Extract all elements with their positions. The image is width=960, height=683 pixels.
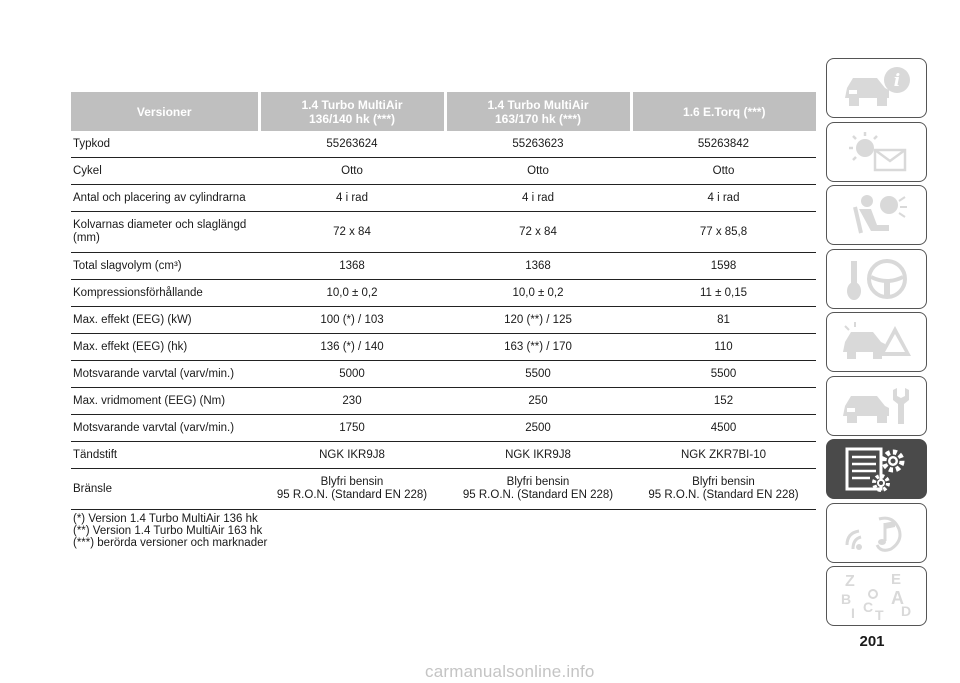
row-value <box>445 307 631 334</box>
row-value <box>631 158 816 185</box>
footnote: (*) Version 1.4 Turbo MultiAir 136 hk <box>73 513 258 525</box>
table-row <box>71 131 816 158</box>
row-label <box>71 185 259 212</box>
row-label <box>71 158 259 185</box>
cell-line: 1368 <box>525 259 551 272</box>
table-row <box>71 469 816 510</box>
index-letter: A <box>890 588 904 608</box>
table-row <box>71 307 816 334</box>
cell-line: Total slagvolym (cm³) <box>73 259 182 272</box>
row-value <box>259 280 445 307</box>
tab-multimedia[interactable] <box>826 503 927 563</box>
row-value <box>631 307 816 334</box>
row-value <box>445 185 631 212</box>
cell-line: 5500 <box>525 367 551 380</box>
tab-emergency[interactable] <box>826 312 927 372</box>
key-steering-wheel-icon <box>837 255 917 303</box>
cell-line: Blyfri bensin <box>320 476 384 488</box>
cell-line: 4 i rad <box>522 191 554 204</box>
footnote: (**) Version 1.4 Turbo MultiAir 163 hk <box>73 525 263 537</box>
engine-specs-table <box>71 92 816 510</box>
footnotes <box>73 513 267 549</box>
row-label <box>71 280 259 307</box>
cell-line: 95 R.O.N. (Standard EN 228) <box>276 489 428 501</box>
cell-line: 1598 <box>710 259 737 272</box>
cell-line: 136/140 hk (***) <box>308 111 396 126</box>
cell-line: Tändstift <box>73 448 118 461</box>
cell-line: NGK IKR9J8 <box>505 448 571 461</box>
tab-safety[interactable] <box>826 185 927 245</box>
cell-line: (mm) <box>73 232 100 244</box>
row-value <box>631 361 816 388</box>
row-value <box>259 307 445 334</box>
page-number: 201 <box>859 633 885 650</box>
row-label <box>71 388 259 415</box>
tab-technical-data[interactable] <box>826 439 927 499</box>
row-value <box>445 361 631 388</box>
car-wrench-icon <box>837 382 917 430</box>
car-info-icon <box>837 64 917 112</box>
cell-line: Motsvarande varvtal (varv/min.) <box>73 367 235 380</box>
table-body <box>71 131 816 510</box>
cell-line: 163/170 hk (***) <box>494 111 582 126</box>
row-value <box>631 469 816 510</box>
row-label <box>71 415 259 442</box>
cell-line: 77 x 85,8 <box>699 225 748 238</box>
cell-line: 95 R.O.N. (Standard EN 228) <box>462 489 614 501</box>
header-engine-2 <box>445 92 631 131</box>
table-row <box>71 158 816 185</box>
row-value <box>631 415 816 442</box>
cell-line: Kompressionsförhållande <box>73 286 203 299</box>
cell-line: 250 <box>528 394 548 407</box>
cell-line: 1.4 Turbo MultiAir <box>301 97 403 112</box>
cell-line: 10,0 ± 0,2 <box>512 286 564 299</box>
row-label <box>71 469 259 510</box>
cell-line: 230 <box>342 394 362 407</box>
table-row <box>71 415 816 442</box>
row-value <box>259 334 445 361</box>
cell-line: Antal och placering av cylindrarna <box>73 191 246 204</box>
cell-line: Max. effekt (EEG) (hk) <box>73 340 188 353</box>
row-value <box>259 185 445 212</box>
row-label <box>71 334 259 361</box>
cell-line: 4500 <box>710 421 737 434</box>
row-value <box>631 131 816 158</box>
tab-index[interactable] <box>826 566 927 626</box>
cell-line: Max. effekt (EEG) (kW) <box>73 313 192 326</box>
row-label <box>71 131 259 158</box>
row-value <box>259 388 445 415</box>
cell-line: 5500 <box>710 367 737 380</box>
cell-line: 4 i rad <box>336 191 368 204</box>
row-value <box>259 415 445 442</box>
cell-line: 1.4 Turbo MultiAir <box>487 97 589 112</box>
document-gears-icon <box>837 443 917 495</box>
row-value <box>445 158 631 185</box>
cell-line: Otto <box>341 164 363 177</box>
row-value <box>259 253 445 280</box>
cell-line: NGK IKR9J8 <box>319 448 385 461</box>
footnote: (***) berörda versioner och marknader <box>73 537 268 549</box>
cell-line: Typkod <box>73 137 111 150</box>
header-row <box>71 92 816 131</box>
row-value <box>259 158 445 185</box>
row-value <box>445 212 631 253</box>
cell-line: Otto <box>527 164 549 177</box>
cell-line: Cykel <box>73 164 102 177</box>
row-value <box>631 334 816 361</box>
cell-line: Blyfri bensin <box>506 476 570 488</box>
cell-line: 5000 <box>339 367 365 380</box>
row-value <box>259 131 445 158</box>
chapter-tabs <box>826 58 930 630</box>
cell-line: 136 (*) / 140 <box>320 340 384 353</box>
cell-line: Blyfri bensin <box>692 476 755 488</box>
row-label <box>71 361 259 388</box>
row-value <box>259 212 445 253</box>
airbag-passenger-icon <box>837 191 917 239</box>
row-value <box>445 280 631 307</box>
cell-line: 11 ± 0,15 <box>699 286 748 299</box>
cell-line: 1750 <box>339 421 365 434</box>
cell-line: 100 (*) / 103 <box>320 313 384 326</box>
table-row <box>71 280 816 307</box>
index-letter: C <box>862 599 873 615</box>
row-value <box>445 415 631 442</box>
table-row <box>71 212 816 253</box>
cell-line: 152 <box>713 394 734 407</box>
cell-line: Kolvarnas diameter och slaglängd <box>73 219 247 231</box>
header-engine-3 <box>631 92 816 131</box>
index-letter: D <box>900 603 911 619</box>
table-row <box>71 388 816 415</box>
row-value <box>631 212 816 253</box>
table-row <box>71 253 816 280</box>
row-value <box>259 442 445 469</box>
row-value <box>445 442 631 469</box>
row-label <box>71 442 259 469</box>
row-value <box>445 131 631 158</box>
index-letter: T <box>874 607 884 622</box>
row-value <box>631 388 816 415</box>
multimedia-music-icon <box>837 509 917 557</box>
table-row <box>71 334 816 361</box>
index-letter: E <box>890 571 901 588</box>
row-value <box>445 253 631 280</box>
index-letter: B <box>840 591 851 607</box>
info-glyph: i <box>893 71 900 91</box>
row-value <box>259 361 445 388</box>
cell-line: 120 (**) / 125 <box>504 313 572 326</box>
cell-line: 95 R.O.N. (Standard EN 228) <box>648 489 799 501</box>
cell-line: 72 x 84 <box>333 225 371 238</box>
table-row <box>71 185 816 212</box>
cell-line: 1368 <box>339 259 365 272</box>
cell-line: NGK ZKR7BI-10 <box>681 448 766 461</box>
cell-line: 2500 <box>525 421 551 434</box>
row-value <box>631 442 816 469</box>
table-row <box>71 361 816 388</box>
row-value <box>445 469 631 510</box>
row-value <box>259 469 445 510</box>
cell-line: Bränsle <box>73 482 112 495</box>
cell-line: 4 i rad <box>707 191 740 204</box>
row-value <box>631 280 816 307</box>
cell-line: 1.6 E.Torq (***) <box>683 104 766 119</box>
cell-line: 110 <box>714 340 733 353</box>
cell-line: 55263842 <box>697 137 750 150</box>
header-versions <box>71 92 259 131</box>
warning-lights-message-icon <box>837 128 917 176</box>
cell-line: 163 (**) / 170 <box>504 340 572 353</box>
cell-line: Max. vridmoment (EEG) (Nm) <box>73 394 226 407</box>
alphabet-index-icon <box>837 570 917 622</box>
tab-driving[interactable] <box>826 249 927 309</box>
cell-line: 72 x 84 <box>519 225 557 238</box>
cell-line: Motsvarande varvtal (varv/min.) <box>73 421 235 434</box>
tab-dashboard-info[interactable] <box>826 58 927 118</box>
row-value <box>631 253 816 280</box>
tab-warnings[interactable] <box>826 122 927 182</box>
row-value <box>631 185 816 212</box>
row-label <box>71 253 259 280</box>
cell-line: 81 <box>717 313 730 326</box>
cell-line: Versioner <box>136 104 192 119</box>
cell-line: 10,0 ± 0,2 <box>326 286 378 299</box>
row-value <box>445 334 631 361</box>
row-label <box>71 212 259 253</box>
cell-line: 55263623 <box>512 137 564 150</box>
table-row <box>71 442 816 469</box>
header-engine-1 <box>259 92 445 131</box>
index-letter: Z <box>844 573 855 590</box>
row-label <box>71 307 259 334</box>
watermark-text: carmanualsonline.info <box>425 662 595 681</box>
tab-maintenance[interactable] <box>826 376 927 436</box>
table-header <box>71 92 816 131</box>
index-letter: I <box>850 605 855 621</box>
row-value <box>445 388 631 415</box>
cell-line: 55263624 <box>326 137 378 150</box>
cell-line: Otto <box>712 164 735 177</box>
car-emergency-icon <box>837 318 917 366</box>
